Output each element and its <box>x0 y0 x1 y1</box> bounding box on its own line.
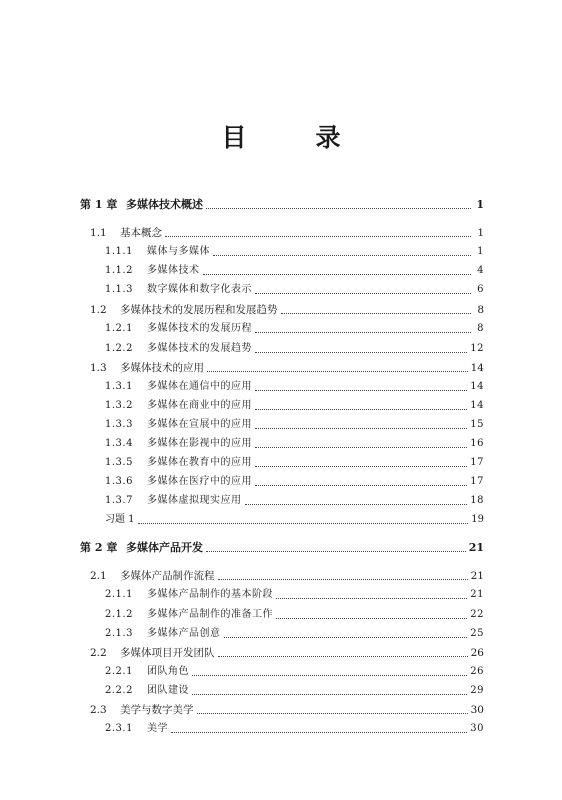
toc-entry-number: 1.3.6 <box>105 476 133 487</box>
toc-entry-title: 团队建设 <box>147 685 189 696</box>
toc-entry-number: 2.1.2 <box>105 609 133 620</box>
toc-entry-subsection[interactable] <box>105 494 484 508</box>
dot-leader <box>255 484 467 486</box>
toc-entry-subsection[interactable] <box>105 588 484 602</box>
dot-leader <box>276 617 467 619</box>
dot-leader <box>218 578 468 580</box>
toc-entry-number: 1.1.3 <box>105 284 133 295</box>
toc-entry-page-number: 14 <box>470 381 484 392</box>
toc-entry-number: 2.2.2 <box>105 685 133 696</box>
toc-entry-number: 1.3.3 <box>105 419 133 430</box>
toc-entry-number: 第 2 章 <box>80 541 118 554</box>
toc-entry-page-number: 8 <box>477 323 484 334</box>
toc-entry-title: 多媒体在宣展中的应用 <box>147 419 252 430</box>
toc-entry-number: 1.1 <box>90 227 107 239</box>
dot-leader <box>255 292 471 294</box>
toc-entry-page-number: 12 <box>470 343 484 354</box>
toc-entry-title: 多媒体技术的发展趋势 <box>147 343 252 354</box>
toc-entry-number: 2.3 <box>90 704 107 716</box>
dot-leader <box>224 636 468 638</box>
dot-leader <box>138 522 469 524</box>
dot-leader <box>255 446 467 448</box>
toc-entry-page-number: 21 <box>470 570 484 582</box>
toc-entry-subsection[interactable] <box>105 684 484 698</box>
toc-entry-number: 1.1.1 <box>105 246 133 257</box>
toc-entry-page-number: 21 <box>470 589 484 600</box>
toc-entry-title: 多媒体技术概述 <box>126 198 203 211</box>
toc-entry-page-number: 17 <box>470 457 484 468</box>
page-title: 目 录 <box>221 123 363 152</box>
toc-entry-title: 多媒体在通信中的应用 <box>147 381 252 392</box>
toc-entry-title: 多媒体在教育中的应用 <box>147 457 252 468</box>
toc-entry-chapter[interactable] <box>80 198 484 212</box>
toc-entry-page-number: 15 <box>470 419 484 430</box>
dot-leader <box>255 408 467 410</box>
dot-leader <box>206 207 471 209</box>
toc-entry-subsection[interactable] <box>105 418 484 432</box>
dot-leader <box>245 503 468 505</box>
toc-entry-title: 多媒体技术的发展历程和发展趋势 <box>120 304 278 316</box>
dot-leader <box>206 550 466 552</box>
dot-leader <box>255 331 471 333</box>
toc-entry-subsection[interactable] <box>105 627 484 641</box>
toc-entry-number: 2.1.1 <box>105 589 133 600</box>
toc-entry-subsection[interactable] <box>105 722 484 736</box>
toc-entry-number: 第 1 章 <box>80 198 118 211</box>
toc-entry-subsection[interactable] <box>105 380 484 394</box>
toc-entry-number: 1.3.7 <box>105 495 133 506</box>
dot-leader <box>255 351 467 353</box>
toc-entry-page-number: 30 <box>470 704 484 716</box>
toc-entry-page-number: 30 <box>470 723 484 734</box>
toc-entry-page-number: 18 <box>470 495 484 506</box>
dot-leader <box>255 389 467 391</box>
toc-entry-title: 多媒体在医疗中的应用 <box>147 476 252 487</box>
toc-entry-title: 美学与数字美学 <box>120 704 194 716</box>
toc-entry-page-number: 16 <box>470 438 484 449</box>
toc-entry-title: 多媒体虚拟现实应用 <box>147 495 242 506</box>
toc-entry-number: 2.1 <box>90 570 107 582</box>
toc-entry-number: 1.1.2 <box>105 265 133 276</box>
toc-entry-number: 2.1.3 <box>105 628 133 639</box>
toc-entry-section[interactable] <box>90 703 484 717</box>
toc-entry-subsection[interactable] <box>105 475 484 489</box>
toc-entry-title: 多媒体在影视中的应用 <box>147 438 252 449</box>
toc-entry-subsection[interactable] <box>105 322 484 336</box>
toc-entry-page-number: 4 <box>477 265 484 276</box>
toc-entry-page-number: 19 <box>471 514 484 525</box>
toc-entry-title: 多媒体产品制作的准备工作 <box>147 609 273 620</box>
toc-entry-title: 多媒体产品创意 <box>147 628 221 639</box>
toc-entry-subsection[interactable] <box>105 283 484 297</box>
toc-entry-title: 多媒体项目开发团队 <box>120 647 215 659</box>
toc-entry-number: 2.3.1 <box>105 723 133 734</box>
dot-leader <box>213 254 471 256</box>
toc-entry-title: 习题 1 <box>105 514 135 525</box>
toc-entry-title: 基本概念 <box>120 227 162 239</box>
toc-entry-number: 1.3 <box>90 362 107 374</box>
toc-entry-page-number: 17 <box>470 476 484 487</box>
dot-leader <box>281 312 472 314</box>
toc-entry-title: 数字媒体和数字化表示 <box>147 284 252 295</box>
toc-entry-title: 多媒体技术 <box>147 265 200 276</box>
toc-entry-section[interactable] <box>90 361 484 375</box>
toc-entry-page-number: 26 <box>470 647 484 659</box>
toc-entry-number: 1.3.4 <box>105 438 133 449</box>
toc-entry-title: 多媒体技术的应用 <box>120 362 204 374</box>
toc-entry-number: 2.2.1 <box>105 666 133 677</box>
dot-leader <box>218 655 468 657</box>
toc-entry-subsection[interactable] <box>105 264 484 278</box>
toc-entry-number: 1.2.2 <box>105 343 133 354</box>
dot-leader <box>276 597 467 599</box>
dot-leader <box>171 731 467 733</box>
toc-entry-title: 团队角色 <box>147 666 189 677</box>
toc-entry-number: 1.3.1 <box>105 381 133 392</box>
toc-entry-page-number: 26 <box>470 666 484 677</box>
toc-entry-number: 1.3.5 <box>105 457 133 468</box>
toc-entry-number: 1.3.2 <box>105 400 133 411</box>
toc-entry-page-number: 25 <box>470 628 484 639</box>
dot-leader <box>207 370 468 372</box>
toc-entry-section[interactable] <box>90 569 484 583</box>
dot-leader <box>165 235 471 237</box>
dot-leader <box>197 712 468 714</box>
toc-entry-exercise[interactable] <box>105 513 484 527</box>
toc-entry-subsection[interactable] <box>105 437 484 451</box>
toc-entry-subsection[interactable] <box>105 456 484 470</box>
toc-entry-page-number: 8 <box>477 304 484 316</box>
toc-entry-number: 1.2.1 <box>105 323 133 334</box>
toc-entry-subsection[interactable] <box>105 245 484 259</box>
toc-entry-subsection[interactable] <box>105 608 484 622</box>
toc-entry-subsection[interactable] <box>105 342 484 356</box>
dot-leader <box>255 427 467 429</box>
toc-entry-title: 多媒体产品开发 <box>126 541 203 554</box>
toc-entry-page-number: 6 <box>477 284 484 295</box>
toc-entry-chapter[interactable] <box>80 541 484 555</box>
toc-entry-number: 1.2 <box>90 304 107 316</box>
toc-entry-page-number: 14 <box>470 362 484 374</box>
toc-entry-title: 多媒体在商业中的应用 <box>147 400 252 411</box>
dot-leader <box>203 273 472 275</box>
toc-entry-number: 2.2 <box>90 647 107 659</box>
toc-entry-page-number: 1 <box>477 246 484 257</box>
toc-entry-title: 多媒体产品制作的基本阶段 <box>147 589 273 600</box>
toc-entry-page-number: 29 <box>470 685 484 696</box>
dot-leader <box>192 674 467 676</box>
toc-entry-title: 多媒体产品制作流程 <box>120 570 215 582</box>
toc-entry-page-number: 14 <box>470 400 484 411</box>
toc-entry-section[interactable] <box>90 226 484 240</box>
toc-entry-page-number: 21 <box>468 541 484 554</box>
toc-entry-page-number: 22 <box>470 609 484 620</box>
dot-leader <box>255 465 467 467</box>
toc-entry-page-number: 1 <box>477 227 484 239</box>
toc-entry-section[interactable] <box>90 303 484 317</box>
toc-entry-title: 媒体与多媒体 <box>147 246 210 257</box>
toc-entry-title: 美学 <box>147 723 168 734</box>
toc-entry-subsection[interactable] <box>105 665 484 679</box>
toc-entry-subsection[interactable] <box>105 399 484 413</box>
dot-leader <box>192 693 467 695</box>
toc-entry-title: 多媒体技术的发展历程 <box>147 323 252 334</box>
toc-entry-page-number: 1 <box>476 198 484 211</box>
toc-entry-section[interactable] <box>90 646 484 660</box>
